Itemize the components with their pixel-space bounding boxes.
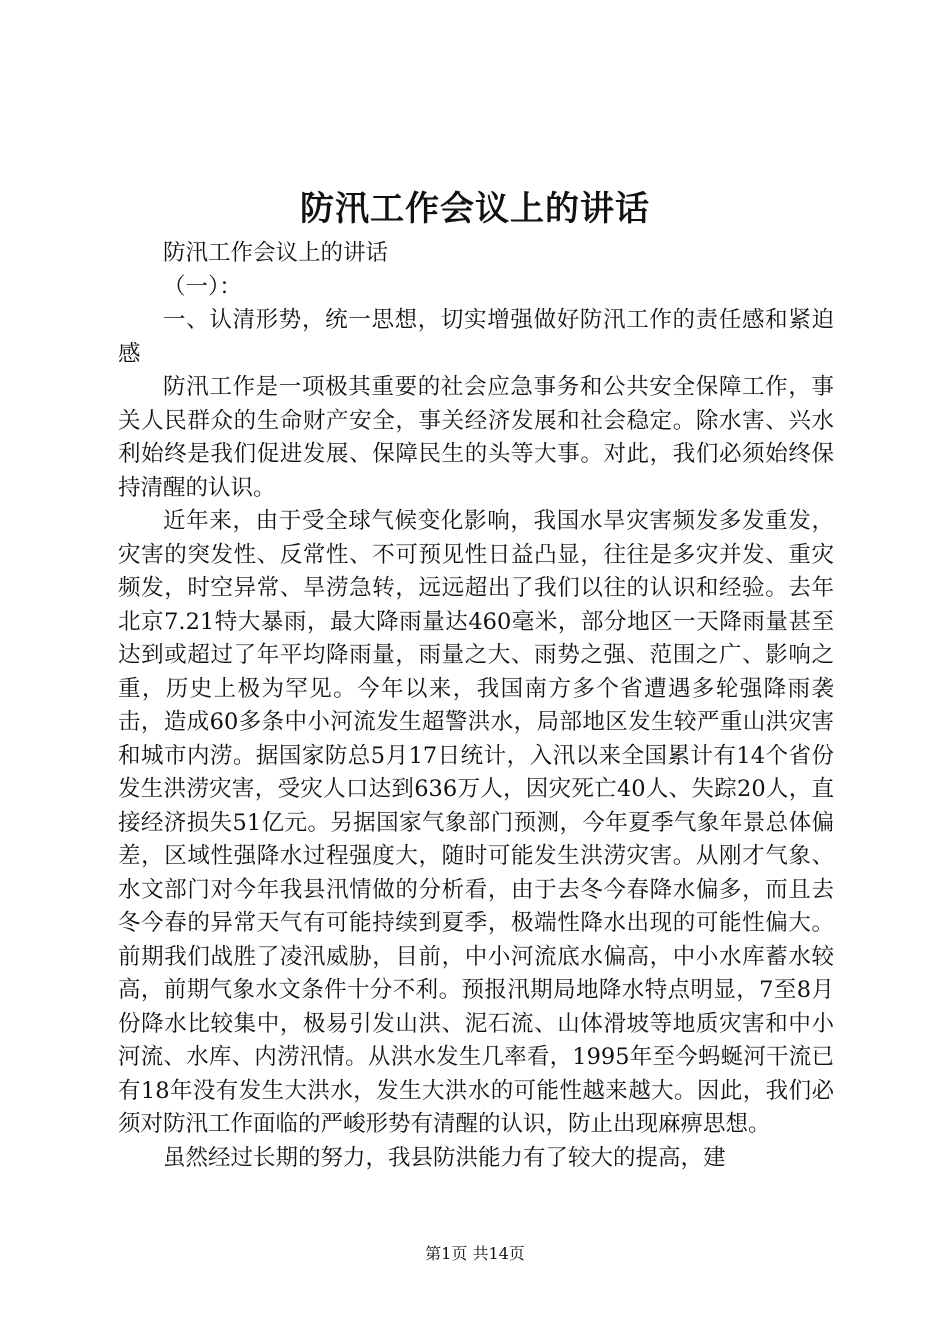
subtitle-paragraph: 防汛工作会议上的讲话 [163,240,389,266]
page-number-footer: 第1页 共14页 [425,1244,525,1263]
body-paragraph: 虽然经过长期的努力，我县防洪能力有了较大的提高，建 [163,1144,726,1171]
section-heading-paragraph: 一、认清形势，统一思想，切实增强做好防汛工作的责任感和紧迫感 [118,307,834,367]
document-body [118,237,834,1175]
body-paragraph: 防汛工作是一项极其重要的社会应急事务和公共安全保障工作，事关人民群众的生命财产安全，事关经济发展和社会稳定。除水害、兴水利始终是我们促进发展、保障民生的头等大事。对此，我们必须始终保持清醒的认识。 [118,374,834,501]
body-paragraph: 近年来，由于受全球气候变化影响，我国水旱灾害频发多发重发，灾害的突发性、反常性、不可预见性日益凸显，往往是多灾并发、重灾频发，时空异常、旱涝急转，远远超出了我们以往的认识和经验。去年北京7.21特大暴雨，最大降雨量达460毫米，部分地区一天降雨量甚至达到或超过了年平均降雨量，雨量之大、雨势之强、范围之广、影响之重，历史上极为罕见。今年以来，我国南方多个省遭遇多轮强降雨袭击，造成60多条中小河流发生超警洪水，局部地区发生较严重山洪灾害和城市内涝。据国家防总5月17日统计，入汛以来全国累计有14个省份发生洪涝灾害，受灾人口达到636万人，因灾死亡40人、失踪20人，直接经济损失51亿元。另据国家气象部门预测，今年夏季气象年景总体偏差，区域性强降水过程强度大，随时可能发生洪涝灾害。从刚才气象、水文部门对今年我县汛情做的分析看，由于去冬今春降水偏多，而且去冬今春的异常天气有可能持续到夏季，极端性降水出现的可能性偏大。前期我们战胜了凌汛威胁，目前，中小河流底水偏高，中小水库蓄水较高，前期气象水文条件十分不利。预报汛期局地降水特点明显，7至8月份降水比较集中，极易引发山洪、泥石流、山体滑坡等地质灾害和中小河流、水库、内涝汛情。从洪水发生几率看，1995年至今蚂蜒河干流已有18年没有发生大洪水，发生大洪水的可能性越来越大。因此，我们必须对防汛工作面临的严峻形势有清醒的认识，防止出现麻痹思想。 [118,508,834,1137]
document-title: 防汛工作会议上的讲话 [300,189,650,229]
section-number-paragraph: （一）： [163,273,242,300]
